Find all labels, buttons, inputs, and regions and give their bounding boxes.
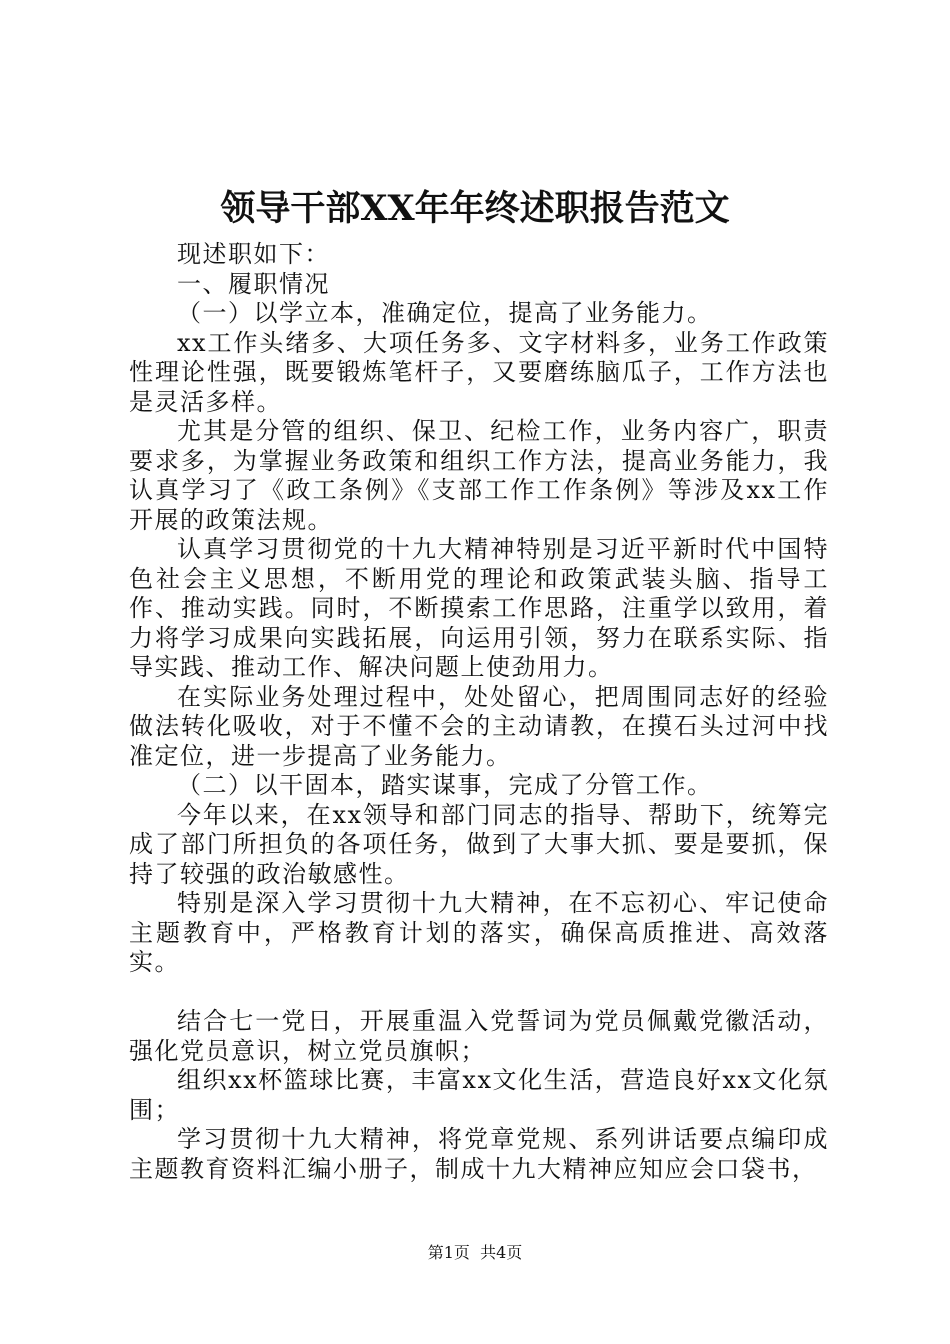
paragraph: 特别是深入学习贯彻十九大精神，在不忘初心、牢记使命主题教育中，严格教育计划的落实，确保高质推进、高效落实。 bbox=[129, 889, 829, 976]
paragraph: 在实际业务处理过程中，处处留心，把周围同志好的经验做法转化吸收，对于不懂不会的主动请教，在摸石头过河中找准定位，进一步提高了业务能力。 bbox=[129, 682, 829, 770]
subsection-heading: （二）以干固本，踏实谋事，完成了分管工作。 bbox=[177, 771, 713, 799]
paragraph: xx工作头绪多、大项任务多、文字材料多，业务工作政策性理论性强，既要锻炼笔杆子，又要磨练脑瓜子，工作方法也是灵活多样。 bbox=[129, 328, 829, 416]
paragraph: 组织xx杯篮球比赛，丰富xx文化生活，营造良好xx文化氛围； bbox=[129, 1066, 829, 1124]
paragraph: 认真学习贯彻党的十九大精神特别是习近平新时代中国特色社会主义思想，不断用党的理论和政策武装头脑、指导工作、推动实践。同时，不断摸索工作思路，注重学以致用，着力将学习成果向实践拓展，向运用引领，努力在联系实际、指导实践、推动工作、解决问题上使劲用力。 bbox=[129, 535, 829, 681]
paragraph: 今年以来，在xx领导和部门同志的指导、帮助下，统筹完成了部门所担负的各项任务，做到了大事大抓、要是要抓，保持了较强的政治敏感性。 bbox=[129, 800, 829, 888]
paragraph: 现述职如下： bbox=[177, 240, 330, 268]
document-title: 领导干部XX年年终述职报告范文 bbox=[220, 188, 730, 229]
document-body bbox=[129, 240, 829, 1184]
paragraph: 结合七一党日，开展重温入党誓词为党员佩戴党徽活动，强化党员意识，树立党员旗帜； bbox=[129, 1007, 829, 1065]
paragraph: 学习贯彻十九大精神，将党章党规、系列讲话要点编印成主题教育资料汇编小册子，制成十九大精神应知应会口袋书， bbox=[129, 1125, 829, 1183]
section-heading: 一、履职情况 bbox=[177, 269, 330, 298]
subsection-heading: （一）以学立本，准确定位，提高了业务能力。 bbox=[177, 299, 713, 327]
page-number-footer: 第1页 共4页 bbox=[427, 1243, 523, 1262]
paragraph: 尤其是分管的组织、保卫、纪检工作，业务内容广，职责要求多，为掌握业务政策和组织工作方法，提高业务能力，我认真学习了《政工条例》《支部工作工作条例》等涉及xx工作开展的政策法规。 bbox=[129, 417, 829, 534]
